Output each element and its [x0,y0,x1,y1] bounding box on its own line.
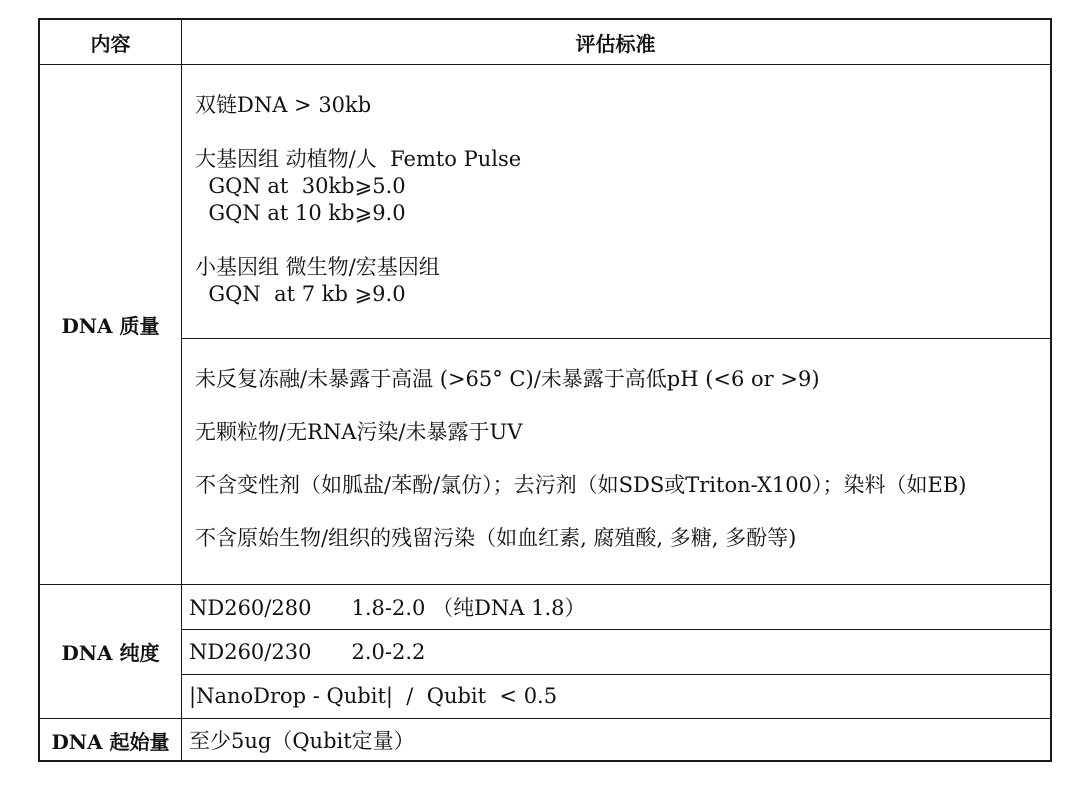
quality-label: DNA 质量 [61,313,160,338]
quality-line-residual: 不含原始生物/组织的残留污染（如血红素, 腐殖酸, 多糖, 多酚等) [195,526,797,550]
quality-line-gqn-7kb: GQN at 7 kb ⩾9.0 [195,282,406,306]
quality-line-freeze-thaw: 未反复冻融/未暴露于高温 (>65° C)/未暴露于高低pH (<6 or >9) [195,367,820,391]
quality-line-large-genome: 大基因组 动植物/人 Femto Pulse [195,147,522,171]
purity-amount-divider [40,718,1050,719]
purity-value-nanodrop-qubit: |NanoDrop - Qubit| / Qubit < 0.5 [189,684,558,708]
header-divider [40,64,1050,65]
purity-value-260-280: ND260/280 1.8-2.0 （纯DNA 1.8） [189,595,586,620]
header-criteria-label: 评估标准 [575,31,656,56]
purity-row-divider-2 [181,674,1050,675]
quality-line-gqn-30kb: GQN at 30kb⩾5.0 [195,174,406,198]
amount-label-cell [40,718,181,762]
purity-row-nanodrop-qubit [181,674,1050,718]
quality-line-dsdna: 双链DNA > 30kb [195,93,372,117]
purity-row-260-230 [181,629,1050,674]
purity-label: DNA 纯度 [61,640,160,665]
quality-purity-divider [40,584,1050,585]
evaluation-table [38,18,1052,762]
quality-block-length [195,92,1045,342]
purity-label-cell [40,584,181,718]
quality-subdivider [181,338,1050,339]
purity-row-260-280 [181,584,1050,629]
quality-line-gqn-10kb: GQN at 10 kb⩾9.0 [195,201,406,225]
header-content-label: 内容 [90,31,131,56]
purity-value-260-230: ND260/230 2.0-2.2 [189,639,426,664]
quality-line-particles: 无颗粒物/无RNA污染/未暴露于UV [195,420,523,444]
amount-value-cell [181,718,1050,762]
quality-label-cell [40,64,181,584]
quality-line-denaturants: 不含变性剂（如胍盐/苯酚/氯仿）；去污剂（如SDS或Triton-X100）；染料（如EB) [195,473,967,497]
purity-row-divider-1 [181,629,1050,630]
amount-value: 至少5ug（Qubit定量） [189,729,415,753]
quality-line-small-genome: 小基因组 微生物/宏基因组 [195,255,440,279]
column-divider [181,20,182,762]
amount-label: DNA 起始量 [51,729,170,754]
header-content-cell [40,20,181,64]
header-criteria-cell [181,20,1050,64]
quality-block-contaminants [195,366,1050,566]
